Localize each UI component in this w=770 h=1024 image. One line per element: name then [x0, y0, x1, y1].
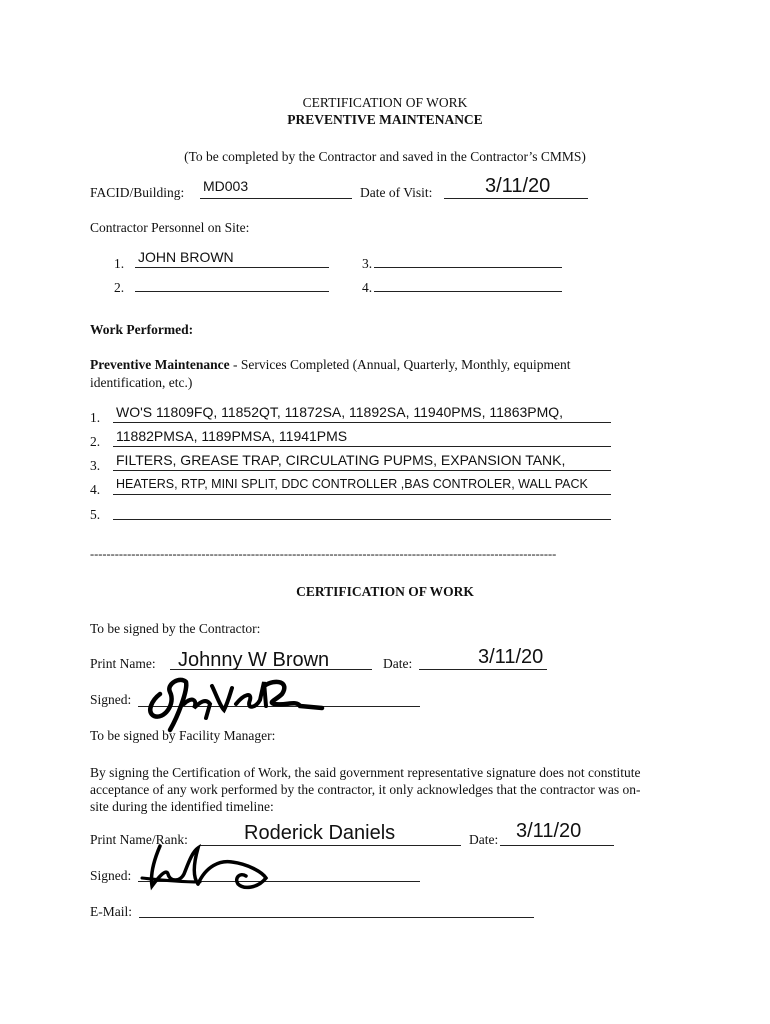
- personnel-field-3[interactable]: [374, 267, 562, 268]
- personnel-num-3: 3.: [362, 256, 373, 271]
- contractor-sign-label: To be signed by the Contractor:: [90, 621, 261, 636]
- facility-sign-label: To be signed by Facility Manager:: [90, 728, 276, 743]
- pm-text-line1: - Services Completed (Annual, Quarterly, Monthly, equipment: [229, 357, 571, 372]
- work-field-1[interactable]: [113, 422, 611, 423]
- personnel-num-4: 4.: [362, 280, 373, 295]
- facid-value: MD003: [203, 178, 249, 194]
- work-value-3: FILTERS, GREASE TRAP, CIRCULATING PUPMS, EXPANSION TANK,: [116, 452, 566, 468]
- work-field-3[interactable]: [113, 470, 611, 471]
- manager-signature: [140, 838, 280, 898]
- print-rank-label: Print Name/Rank:: [90, 832, 188, 847]
- manager-date-field[interactable]: [500, 845, 614, 846]
- personnel-value-1: JOHN BROWN: [138, 249, 234, 265]
- manager-date-value: 3/11/20: [516, 820, 582, 842]
- contractor-date-field[interactable]: [419, 669, 547, 670]
- pm-description: [90, 357, 571, 373]
- print-rank-value: Roderick Daniels: [244, 822, 396, 844]
- work-num-1: 1.: [90, 410, 101, 425]
- form-title: CERTIFICATION OF WORK: [302, 95, 468, 110]
- personnel-label: Contractor Personnel on Site:: [90, 220, 250, 235]
- form-instruction: (To be completed by the Contractor and saved in the Contractor’s CMMS): [184, 149, 586, 164]
- email-field[interactable]: [139, 917, 534, 918]
- contractor-signed-label: Signed:: [90, 692, 132, 707]
- personnel-num-2: 2.: [114, 280, 125, 295]
- personnel-field-4[interactable]: [374, 291, 562, 292]
- contractor-date-label: Date:: [383, 656, 413, 671]
- work-num-2: 2.: [90, 434, 101, 449]
- visit-date-field[interactable]: [444, 198, 588, 199]
- form-subtitle: PREVENTIVE MAINTENANCE: [287, 112, 483, 127]
- visit-date-value: 3/11/20: [485, 175, 551, 197]
- work-field-2[interactable]: [113, 446, 611, 447]
- work-value-4: HEATERS, RTP, MINI SPLIT, DDC CONTROLLER ,BAS CONTROLER, WALL PACK: [116, 477, 588, 491]
- work-num-5: 5.: [90, 507, 101, 522]
- facid-label: FACID/Building:: [90, 185, 185, 200]
- personnel-field-2[interactable]: [135, 291, 329, 292]
- manager-signed-label: Signed:: [90, 868, 132, 883]
- work-num-3: 3.: [90, 458, 101, 473]
- pm-label: Preventive Maintenance: [90, 357, 230, 372]
- personnel-num-1: 1.: [114, 256, 125, 271]
- facid-field[interactable]: [200, 198, 352, 199]
- pm-text-line2: identification, etc.): [90, 375, 193, 390]
- facility-disclaimer: By signing the Certification of Work, the said government representative signature does not constitute acceptance of any work performed by the contractor, it only acknowledges that the contractor was on-site during the identified timeline:: [90, 765, 641, 814]
- work-heading: Work Performed:: [90, 322, 194, 337]
- personnel-field-1[interactable]: [135, 267, 329, 268]
- section-divider: -----------------------------------------------------------------------------------------------------------------: [90, 547, 557, 561]
- contractor-date-value: 3/11/20: [478, 646, 544, 668]
- contractor-signature: [140, 664, 330, 734]
- email-label: E-Mail:: [90, 904, 132, 919]
- visit-date-label: Date of Visit:: [360, 185, 433, 200]
- work-field-4[interactable]: [113, 494, 611, 495]
- print-name-label: Print Name:: [90, 656, 156, 671]
- work-value-2: 11882PMSA, 1189PMSA, 11941PMS: [116, 428, 348, 444]
- work-field-5[interactable]: [113, 519, 611, 520]
- work-num-4: 4.: [90, 482, 101, 497]
- certification-heading: CERTIFICATION OF WORK: [296, 584, 474, 599]
- print-name-value: Johnny W Brown: [178, 649, 330, 671]
- manager-date-label: Date:: [469, 832, 499, 847]
- work-value-1: WO'S 11809FQ, 11852QT, 11872SA, 11892SA, 11940PMS, 11863PMQ,: [116, 404, 564, 420]
